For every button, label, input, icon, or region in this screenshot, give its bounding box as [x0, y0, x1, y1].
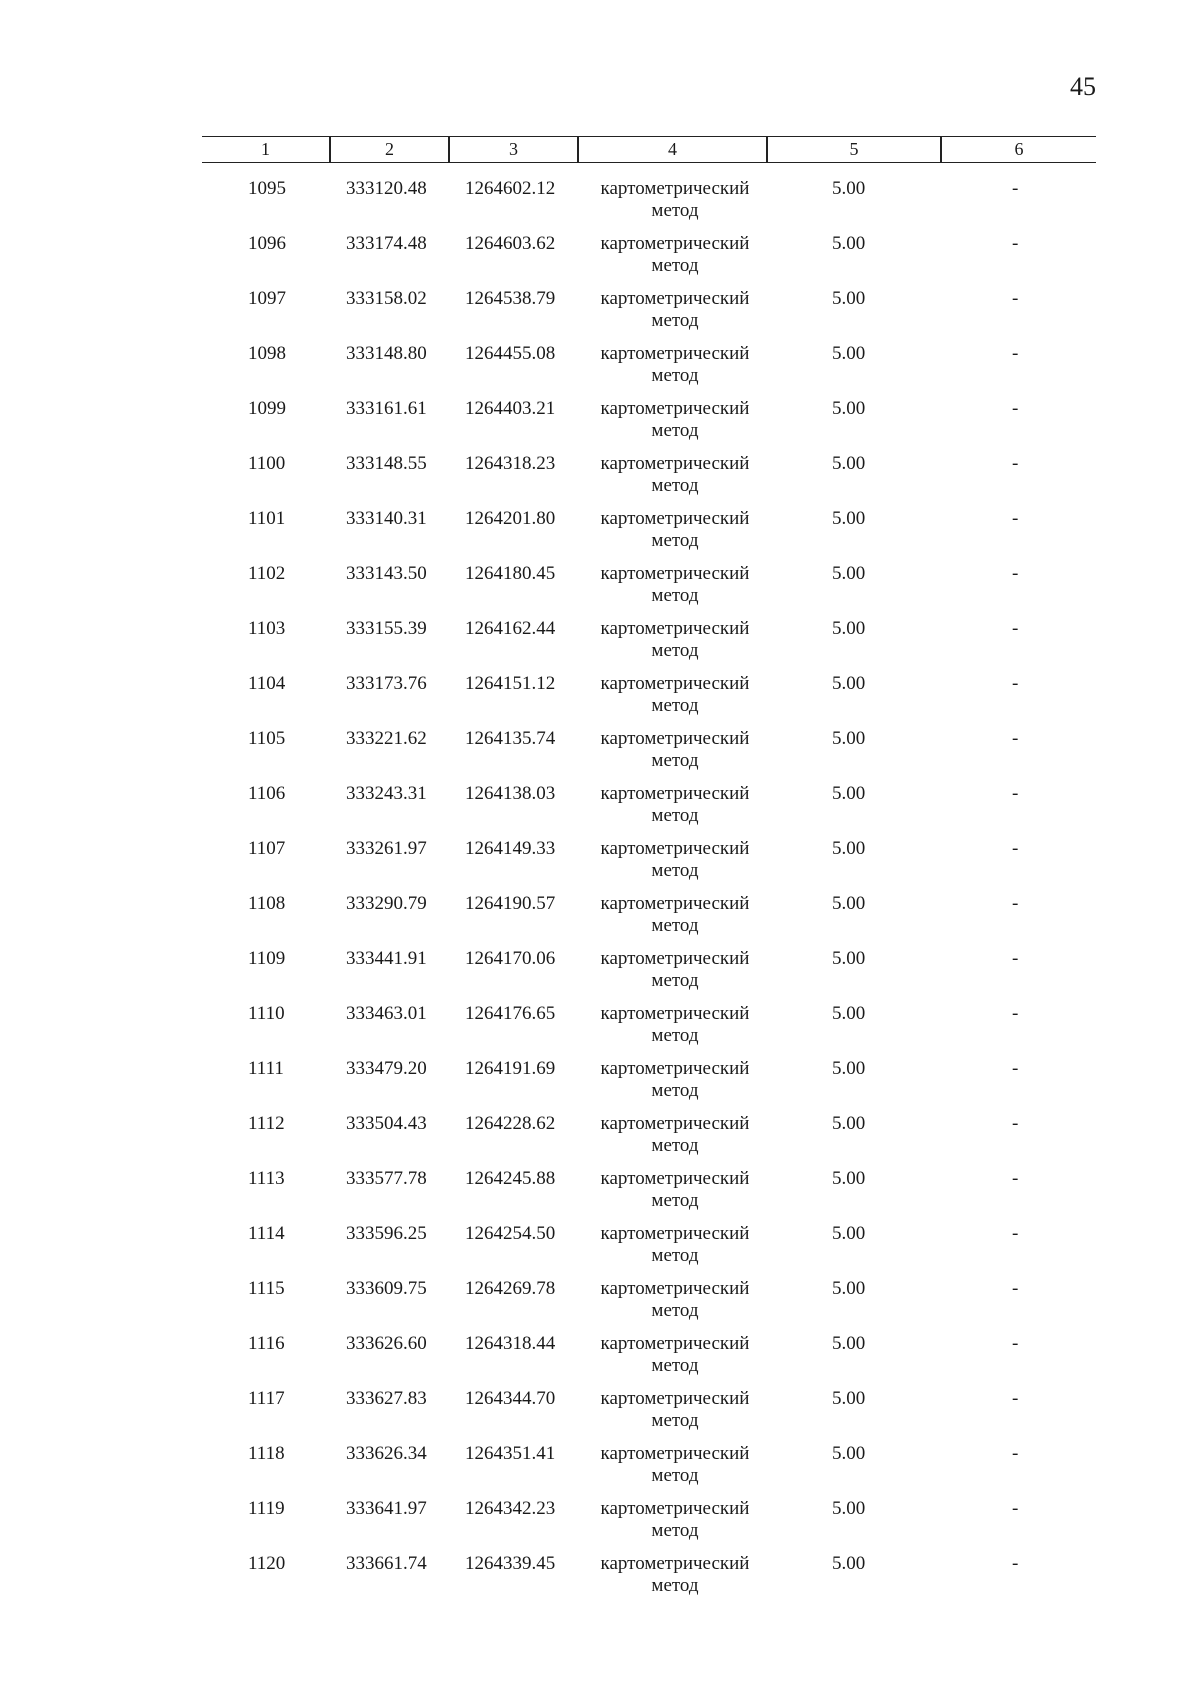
accuracy-cell: 5.00: [832, 948, 866, 969]
note-cell: -: [1012, 1113, 1019, 1134]
y-coordinate-cell: 1264151.12: [465, 673, 556, 694]
note-cell: -: [1012, 1058, 1019, 1079]
x-coordinate-cell: 333174.48: [346, 233, 427, 254]
accuracy-cell: 5.00: [832, 1003, 866, 1024]
table-row: [0, 728, 1200, 783]
accuracy-cell: 5.00: [832, 618, 866, 639]
y-coordinate-cell: 1264138.03: [465, 783, 556, 804]
method-cell: картометрический метод: [600, 398, 750, 441]
accuracy-cell: 5.00: [832, 1388, 866, 1409]
method-cell: картометрический метод: [600, 563, 750, 606]
accuracy-cell: 5.00: [832, 508, 866, 529]
note-cell: -: [1012, 783, 1019, 804]
method-cell: картометрический метод: [600, 1168, 750, 1211]
accuracy-cell: 5.00: [832, 563, 866, 584]
method-cell: картометрический метод: [600, 728, 750, 771]
column-header-2: 2: [385, 139, 394, 159]
accuracy-cell: 5.00: [832, 1553, 866, 1574]
note-cell: -: [1012, 233, 1019, 254]
y-coordinate-cell: 1264176.65: [465, 1003, 556, 1024]
y-coordinate-cell: 1264269.78: [465, 1278, 556, 1299]
table-row: [0, 893, 1200, 948]
table-row: [0, 1498, 1200, 1553]
note-cell: -: [1012, 453, 1019, 474]
method-cell: картометрический метод: [600, 288, 750, 331]
point-number-cell: 1118: [248, 1443, 285, 1464]
note-cell: -: [1012, 1333, 1019, 1354]
column-header-1: 1: [261, 139, 270, 159]
y-coordinate-cell: 1264135.74: [465, 728, 556, 749]
table-row: [0, 178, 1200, 233]
accuracy-cell: 5.00: [832, 178, 866, 199]
table-body: [0, 178, 1200, 1608]
x-coordinate-cell: 333626.60: [346, 1333, 427, 1354]
method-cell: картометрический метод: [600, 1278, 750, 1321]
accuracy-cell: 5.00: [832, 1443, 866, 1464]
point-number-cell: 1116: [248, 1333, 285, 1354]
note-cell: -: [1012, 838, 1019, 859]
x-coordinate-cell: 333221.62: [346, 728, 427, 749]
column-header-5: 5: [849, 139, 859, 159]
method-cell: картометрический метод: [600, 783, 750, 826]
x-coordinate-cell: 333661.74: [346, 1553, 427, 1574]
accuracy-cell: 5.00: [832, 1113, 866, 1134]
x-coordinate-cell: 333504.43: [346, 1113, 427, 1134]
method-cell: картометрический метод: [600, 893, 750, 936]
x-coordinate-cell: 333596.25: [346, 1223, 427, 1244]
y-coordinate-cell: 1264339.45: [465, 1553, 556, 1574]
method-cell: картометрический метод: [600, 948, 750, 991]
method-cell: картометрический метод: [600, 343, 750, 386]
page-number: 45: [1070, 72, 1096, 101]
table-row: [0, 233, 1200, 288]
table-row: [0, 1003, 1200, 1058]
x-coordinate-cell: 333577.78: [346, 1168, 427, 1189]
accuracy-cell: 5.00: [832, 1278, 866, 1299]
method-cell: картометрический метод: [600, 1498, 750, 1541]
table-row: [0, 563, 1200, 618]
x-coordinate-cell: 333148.80: [346, 343, 427, 364]
x-coordinate-cell: 333463.01: [346, 1003, 427, 1024]
table-header: [202, 136, 1096, 163]
point-number-cell: 1114: [248, 1223, 285, 1244]
table-row: [0, 508, 1200, 563]
y-coordinate-cell: 1264455.08: [465, 343, 556, 364]
note-cell: -: [1012, 343, 1019, 364]
table-row: [0, 1333, 1200, 1388]
x-coordinate-cell: 333626.34: [346, 1443, 427, 1464]
accuracy-cell: 5.00: [832, 343, 866, 364]
method-cell: картометрический метод: [600, 1333, 750, 1376]
accuracy-cell: 5.00: [832, 398, 866, 419]
point-number-cell: 1105: [248, 728, 286, 749]
point-number-cell: 1120: [248, 1553, 286, 1574]
point-number-cell: 1111: [248, 1058, 284, 1079]
y-coordinate-cell: 1264403.21: [465, 398, 556, 419]
method-cell: картометрический метод: [600, 178, 750, 221]
point-number-cell: 1115: [248, 1278, 285, 1299]
point-number-cell: 1097: [248, 288, 286, 309]
note-cell: -: [1012, 1223, 1019, 1244]
accuracy-cell: 5.00: [832, 838, 866, 859]
accuracy-cell: 5.00: [832, 1058, 866, 1079]
y-coordinate-cell: 1264602.12: [465, 178, 556, 199]
x-coordinate-cell: 333290.79: [346, 893, 427, 914]
point-number-cell: 1096: [248, 233, 286, 254]
point-number-cell: 1101: [248, 508, 286, 529]
x-coordinate-cell: 333441.91: [346, 948, 427, 969]
note-cell: -: [1012, 508, 1019, 529]
method-cell: картометрический метод: [600, 1223, 750, 1266]
accuracy-cell: 5.00: [832, 783, 866, 804]
table-row: [0, 1058, 1200, 1113]
method-cell: картометрический метод: [600, 1388, 750, 1431]
table-row: [0, 288, 1200, 343]
table-row: [0, 398, 1200, 453]
x-coordinate-cell: 333261.97: [346, 838, 427, 859]
table-row: [0, 838, 1200, 893]
y-coordinate-cell: 1264149.33: [465, 838, 556, 859]
y-coordinate-cell: 1264180.45: [465, 563, 556, 584]
point-number-cell: 1110: [248, 1003, 285, 1024]
accuracy-cell: 5.00: [832, 233, 866, 254]
x-coordinate-cell: 333148.55: [346, 453, 427, 474]
note-cell: -: [1012, 948, 1019, 969]
column-header-3: 3: [509, 139, 518, 159]
accuracy-cell: 5.00: [832, 728, 866, 749]
y-coordinate-cell: 1264318.44: [465, 1333, 556, 1354]
x-coordinate-cell: 333609.75: [346, 1278, 427, 1299]
point-number-cell: 1117: [248, 1388, 285, 1409]
table-row: [0, 618, 1200, 673]
accuracy-cell: 5.00: [832, 1223, 866, 1244]
note-cell: -: [1012, 673, 1019, 694]
method-cell: картометрический метод: [600, 1113, 750, 1156]
y-coordinate-cell: 1264344.70: [465, 1388, 556, 1409]
y-coordinate-cell: 1264191.69: [465, 1058, 556, 1079]
note-cell: -: [1012, 1498, 1019, 1519]
method-cell: картометрический метод: [600, 508, 750, 551]
table-row: [0, 1223, 1200, 1278]
table-row: [0, 1113, 1200, 1168]
method-cell: картометрический метод: [600, 1003, 750, 1046]
y-coordinate-cell: 1264538.79: [465, 288, 556, 309]
point-number-cell: 1112: [248, 1113, 285, 1134]
table-row: [0, 1443, 1200, 1498]
note-cell: -: [1012, 288, 1019, 309]
table-row: [0, 783, 1200, 838]
method-cell: картометрический метод: [600, 673, 750, 716]
x-coordinate-cell: 333173.76: [346, 673, 427, 694]
note-cell: -: [1012, 1443, 1019, 1464]
y-coordinate-cell: 1264170.06: [465, 948, 556, 969]
note-cell: -: [1012, 398, 1019, 419]
y-coordinate-cell: 1264603.62: [465, 233, 556, 254]
y-coordinate-cell: 1264228.62: [465, 1113, 556, 1134]
accuracy-cell: 5.00: [832, 1333, 866, 1354]
method-cell: картометрический метод: [600, 618, 750, 661]
accuracy-cell: 5.00: [832, 893, 866, 914]
method-cell: картометрический метод: [600, 1553, 750, 1596]
y-coordinate-cell: 1264162.44: [465, 618, 556, 639]
note-cell: -: [1012, 1168, 1019, 1189]
table-row: [0, 1388, 1200, 1443]
y-coordinate-cell: 1264342.23: [465, 1498, 556, 1519]
column-header-4: 4: [668, 139, 677, 159]
accuracy-cell: 5.00: [832, 1498, 866, 1519]
table-row: [0, 453, 1200, 508]
accuracy-cell: 5.00: [832, 453, 866, 474]
note-cell: -: [1012, 1003, 1019, 1024]
table-row: [0, 343, 1200, 398]
note-cell: -: [1012, 178, 1019, 199]
point-number-cell: 1100: [248, 453, 286, 474]
note-cell: -: [1012, 1553, 1019, 1574]
method-cell: картометрический метод: [600, 1443, 750, 1486]
x-coordinate-cell: 333120.48: [346, 178, 427, 199]
x-coordinate-cell: 333143.50: [346, 563, 427, 584]
x-coordinate-cell: 333627.83: [346, 1388, 427, 1409]
point-number-cell: 1113: [248, 1168, 285, 1189]
y-coordinate-cell: 1264254.50: [465, 1223, 556, 1244]
note-cell: -: [1012, 618, 1019, 639]
table-row: [0, 1553, 1200, 1608]
point-number-cell: 1108: [248, 893, 286, 914]
x-coordinate-cell: 333155.39: [346, 618, 427, 639]
y-coordinate-cell: 1264351.41: [465, 1443, 556, 1464]
method-cell: картометрический метод: [600, 1058, 750, 1101]
note-cell: -: [1012, 728, 1019, 749]
note-cell: -: [1012, 1388, 1019, 1409]
accuracy-cell: 5.00: [832, 673, 866, 694]
table-row: [0, 1278, 1200, 1333]
x-coordinate-cell: 333158.02: [346, 288, 427, 309]
method-cell: картометрический метод: [600, 233, 750, 276]
point-number-cell: 1103: [248, 618, 286, 639]
point-number-cell: 1099: [248, 398, 286, 419]
point-number-cell: 1095: [248, 178, 286, 199]
x-coordinate-cell: 333243.31: [346, 783, 427, 804]
accuracy-cell: 5.00: [832, 1168, 866, 1189]
x-coordinate-cell: 333479.20: [346, 1058, 427, 1079]
y-coordinate-cell: 1264245.88: [465, 1168, 556, 1189]
table-row: [0, 1168, 1200, 1223]
note-cell: -: [1012, 1278, 1019, 1299]
note-cell: -: [1012, 563, 1019, 584]
point-number-cell: 1104: [248, 673, 286, 694]
y-coordinate-cell: 1264318.23: [465, 453, 556, 474]
x-coordinate-cell: 333161.61: [346, 398, 427, 419]
table-row: [0, 673, 1200, 728]
accuracy-cell: 5.00: [832, 288, 866, 309]
x-coordinate-cell: 333140.31: [346, 508, 427, 529]
point-number-cell: 1119: [248, 1498, 285, 1519]
point-number-cell: 1102: [248, 563, 286, 584]
y-coordinate-cell: 1264201.80: [465, 508, 556, 529]
point-number-cell: 1109: [248, 948, 286, 969]
point-number-cell: 1098: [248, 343, 286, 364]
point-number-cell: 1106: [248, 783, 286, 804]
column-header-6: 6: [1014, 139, 1024, 159]
method-cell: картометрический метод: [600, 838, 750, 881]
x-coordinate-cell: 333641.97: [346, 1498, 427, 1519]
y-coordinate-cell: 1264190.57: [465, 893, 556, 914]
method-cell: картометрический метод: [600, 453, 750, 496]
point-number-cell: 1107: [248, 838, 286, 859]
table-row: [0, 948, 1200, 1003]
note-cell: -: [1012, 893, 1019, 914]
